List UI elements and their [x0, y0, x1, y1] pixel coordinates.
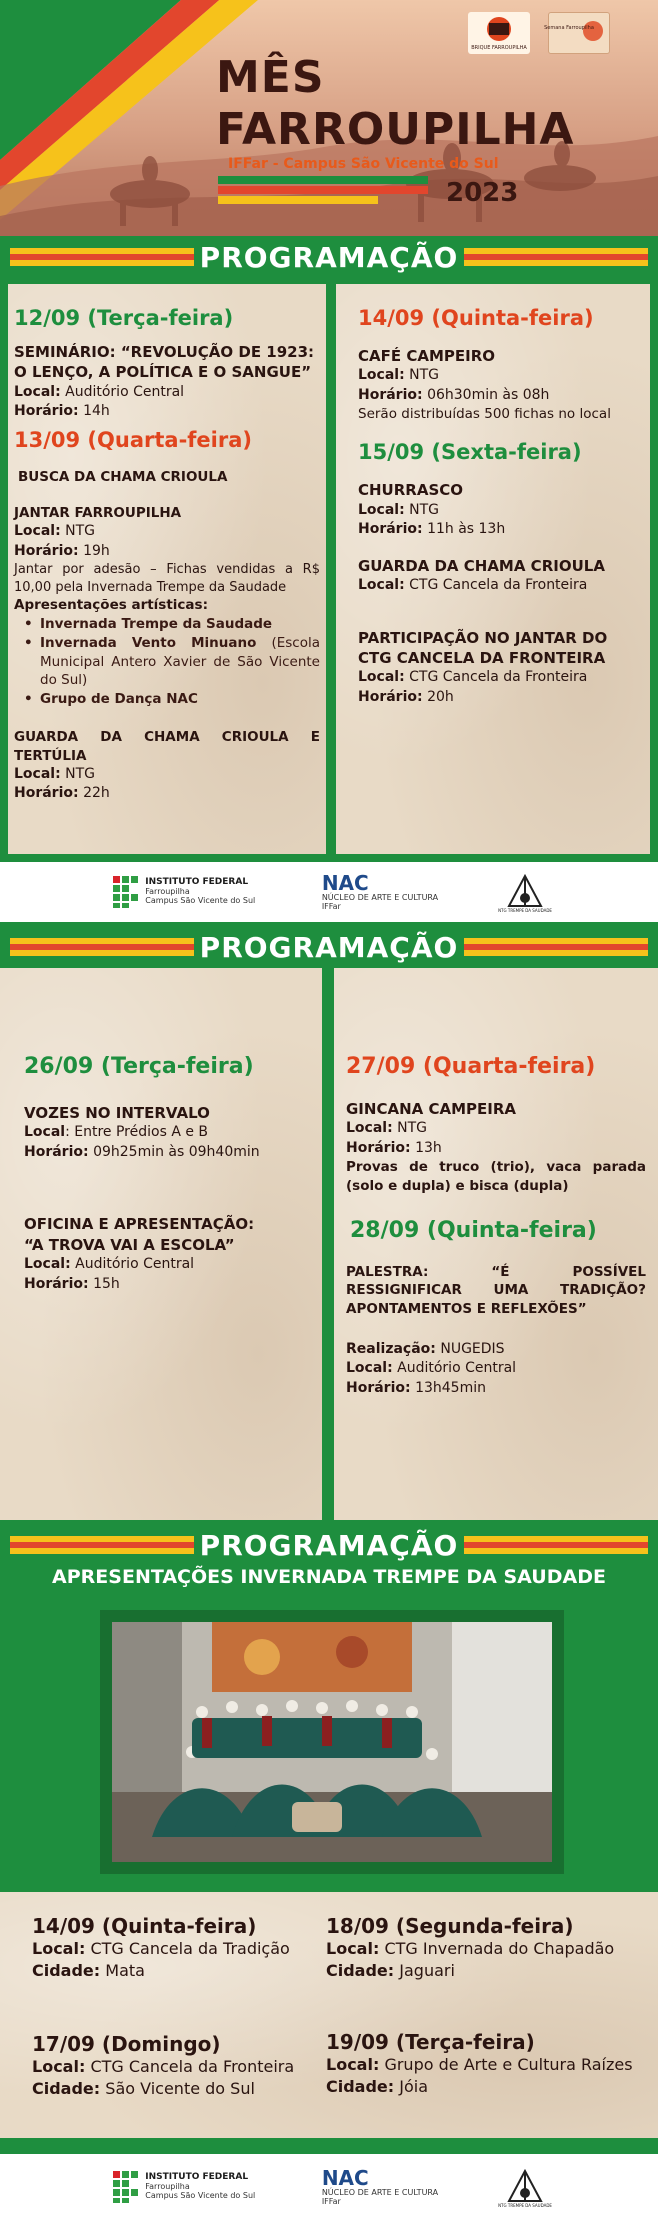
cidade-value: Jóia — [399, 2077, 429, 2097]
horario-label: Horário: — [14, 403, 79, 420]
day-heading: 18/09 (Segunda-feira) — [326, 1914, 574, 1938]
event-title: GUARDA DA CHAMA CRIOULA E TERTÚLIA — [14, 729, 320, 764]
divider-strip — [0, 2138, 658, 2154]
brique-farroupilha-logo — [468, 12, 530, 54]
local-value: : Entre Prédios A e B — [65, 1124, 209, 1141]
ntg-trempe-logo — [497, 2167, 552, 2208]
horario-label: Horário: — [346, 1139, 411, 1156]
flag-stripe-right — [464, 248, 648, 266]
local-label: Local: — [326, 2055, 380, 2074]
presentation-item: • Invernada Vento Minuano (Escola Municipal Antero Xavier de São Vicente do Sul) — [14, 634, 320, 690]
event-title: PALESTRA: “É POSSÍVEL RESSIGNIFICAR UMA TRADIÇÃO? APONTAMENTOS E REFLEXÕES” — [346, 1264, 646, 1317]
realizacao-value: NUGEDIS — [440, 1340, 505, 1357]
local-value: NTG — [409, 501, 440, 518]
horario-value: 13h — [415, 1139, 442, 1156]
performance-item — [32, 1914, 322, 1983]
event-note: Serão distribuídas 500 fichas no local — [358, 406, 611, 423]
local-value: NTG — [397, 1120, 428, 1137]
horario-value: 19h — [83, 542, 110, 559]
section1-left-column — [8, 284, 326, 854]
horario-value: 09h25min às 09h40min — [93, 1143, 260, 1160]
day-heading: 15/09 (Sexta-feira) — [358, 440, 582, 465]
local-label: Local: — [358, 367, 405, 384]
event-title: VOZES NO INTERVALO — [24, 1104, 210, 1122]
page-title-line2: FARROUPILHA — [216, 104, 575, 155]
semana-farroupilha-logo — [544, 12, 610, 54]
footer-logos-2 — [0, 2154, 658, 2220]
event-title: GINCANA CAMPEIRA — [346, 1100, 516, 1118]
performance-item — [326, 1914, 646, 1983]
section1-panel — [0, 278, 658, 862]
cidade-label: Cidade: — [326, 1961, 395, 1981]
local-value: NTG — [65, 765, 96, 782]
local-label: Local: — [14, 383, 61, 400]
event-title: GUARDA DA CHAMA CRIOULA — [358, 556, 605, 575]
cidade-label: Cidade: — [32, 1961, 101, 1981]
local-label: Local: — [32, 2057, 86, 2076]
day-heading: 14/09 (Quinta-feira) — [32, 1914, 257, 1938]
section3-subtitle: APRESENTAÇÕES INVERNADA TREMPE DA SAUDADE — [52, 1566, 606, 1588]
programacao-title: PROGRAMAÇÃO — [199, 240, 459, 274]
local-label: Local: — [346, 1360, 393, 1377]
svg-text:BRIQUE FARROUPILHA: BRIQUE FARROUPILHA — [471, 45, 527, 51]
apresentacoes-label: Apresentações artísticas: — [14, 597, 208, 614]
day-heading: 27/09 (Quarta-feira) — [346, 1054, 596, 1079]
section2-left-column — [0, 968, 322, 1520]
local-label: Local — [24, 1124, 66, 1141]
local-value: Grupo de Arte e Cultura Raízes — [384, 2055, 633, 2074]
if-grid-icon — [113, 876, 139, 908]
event-title: OFICINA E APRESENTAÇÃO: — [24, 1215, 255, 1234]
horario-label: Horário: — [14, 785, 79, 802]
cidade-label: Cidade: — [32, 2079, 101, 2099]
trempe-icon — [497, 2167, 552, 2208]
local-value: CTG Cancela da Fronteira — [409, 669, 588, 686]
flag-stripe-right — [464, 1536, 648, 1554]
cidade-value: Mata — [105, 1961, 145, 1981]
local-value: CTG Cancela da Fronteira — [90, 2057, 295, 2076]
year-label: 2023 — [446, 178, 519, 208]
event-note: Jantar por adesão – Fichas vendidas a R$ 10,00 pela Invernada Trempe da Saudade — [14, 562, 320, 595]
performance-item — [32, 2032, 322, 2101]
section2-right-column — [334, 968, 658, 1520]
page-title-line1: MÊS — [216, 52, 325, 103]
footer-logos-1 — [0, 862, 658, 922]
programacao-title: PROGRAMAÇÃO — [199, 1528, 459, 1562]
section3-dates-panel — [0, 1892, 658, 2138]
day-heading: 19/09 (Terça-feira) — [326, 2030, 535, 2054]
local-label: Local: — [358, 501, 405, 518]
campus-subtitle: IFFar - Campus São Vicente do Sul — [228, 156, 499, 172]
local-value: CTG Cancela da Tradição — [90, 1939, 290, 1958]
local-label: Local: — [346, 1120, 393, 1137]
local-value: Auditório Central — [65, 383, 185, 400]
programacao-banner-1 — [0, 236, 658, 278]
header-banner — [0, 0, 658, 236]
local-label: Local: — [358, 577, 405, 594]
presentation-item: • Grupo de Dança NAC — [14, 690, 320, 709]
horario-label: Horário: — [14, 542, 79, 559]
flag-stripe-right — [464, 938, 648, 956]
cidade-label: Cidade: — [326, 2077, 395, 2097]
event-title: CHURRASCO — [358, 481, 464, 500]
day-heading: 12/09 (Terça-feira) — [14, 306, 234, 330]
event-title: SEMINÁRIO: “REVOLUÇÃO DE 1923: — [14, 343, 315, 361]
flag-stripe-left — [10, 1536, 194, 1554]
horario-label: Horário: — [24, 1275, 89, 1292]
horario-value: 22h — [83, 785, 110, 802]
horario-label: Horário: — [358, 688, 423, 705]
event-title: BUSCA DA CHAMA CRIOULA — [18, 468, 228, 485]
presentation-item: • Invernada Trempe da Saudade — [14, 615, 320, 634]
local-value: NTG — [409, 367, 440, 384]
local-label: Local: — [14, 765, 61, 782]
group-photo — [112, 1622, 552, 1862]
horario-value: 06h30min às 08h — [427, 386, 550, 403]
local-value: CTG Invernada do Chapadão — [384, 1939, 615, 1958]
local-value: CTG Cancela da Fronteira — [409, 577, 588, 594]
local-value: NTG — [65, 523, 96, 540]
horario-value: 14h — [83, 403, 110, 420]
horario-value: 11h às 13h — [427, 521, 506, 538]
day-heading: 28/09 (Quinta-feira) — [350, 1218, 597, 1244]
svg-text:Semana Farroupilha: Semana Farroupilha — [544, 25, 594, 31]
programacao-banner-2 — [0, 926, 658, 968]
if-grid-icon — [113, 2171, 139, 2203]
mini-flag-green — [218, 176, 428, 184]
nac-logo: NAC NÚCLEO DE ARTE E CULTURA IFFar — [321, 871, 439, 911]
mini-flag-yellow — [218, 196, 378, 204]
day-heading: 14/09 (Quinta-feira) — [358, 306, 594, 330]
horario-label: Horário: — [24, 1143, 89, 1160]
local-label: Local: — [326, 1939, 380, 1958]
instituto-federal-logo: INSTITUTO FEDERAL Farroupilha Campus São Vicente do Sul — [113, 876, 255, 908]
flag-stripe-left — [10, 938, 194, 956]
performance-item — [326, 2030, 646, 2099]
event-title: O LENÇO, A POLÍTICA E O SANGUE” — [14, 363, 312, 382]
event-title: CAFÉ CAMPEIRO — [358, 347, 495, 365]
event-title: CTG CANCELA DA FRONTEIRA — [358, 648, 606, 667]
local-label: Local: — [24, 1255, 71, 1272]
local-value: Auditório Central — [397, 1360, 517, 1377]
cidade-value: São Vicente do Sul — [105, 2079, 255, 2099]
day-heading: 17/09 (Domingo) — [32, 2032, 221, 2056]
horario-label: Horário: — [358, 521, 423, 538]
local-label: Local: — [358, 669, 405, 686]
programacao-title: PROGRAMAÇÃO — [199, 930, 459, 964]
horario-value: 20h — [427, 688, 454, 705]
programacao-banner-3 — [0, 1524, 658, 1566]
section1-right-column — [336, 284, 650, 854]
trempe-icon — [497, 872, 552, 913]
day-heading: 13/09 (Quarta-feira) — [14, 427, 252, 452]
nac-logo: NAC NÚCLEO DE ARTE E CULTURA IFFar — [321, 2166, 439, 2206]
svg-text:NTG TREMPE DA SAUDADE: NTG TREMPE DA SAUDADE — [497, 908, 552, 913]
local-value: Auditório Central — [75, 1255, 195, 1272]
mini-flag-red — [218, 186, 428, 194]
cidade-value: Jaguari — [399, 1961, 455, 1981]
horario-value: 13h45min — [415, 1380, 486, 1397]
realizacao-label: Realização: — [346, 1340, 436, 1357]
svg-text:NTG TREMPE DA SAUDADE: NTG TREMPE DA SAUDADE — [497, 2203, 552, 2208]
day-heading: 26/09 (Terça-feira) — [24, 1054, 254, 1079]
section2-panel — [0, 968, 658, 1520]
horario-label: Horário: — [358, 386, 423, 403]
horario-value: 15h — [93, 1275, 120, 1292]
instituto-federal-logo: INSTITUTO FEDERAL Farroupilha Campus São Vicente do Sul — [113, 2171, 255, 2203]
ntg-trempe-logo — [497, 872, 552, 913]
local-label: Local: — [14, 523, 61, 540]
flag-stripe-left — [10, 248, 194, 266]
horario-label: Horário: — [346, 1380, 411, 1397]
event-note: Provas de truco (trio), vaca parada (solo e dupla) e bisca (dupla) — [346, 1159, 646, 1195]
event-title: “A TROVA VAI A ESCOLA” — [24, 1235, 235, 1254]
local-label: Local: — [32, 1939, 86, 1958]
event-title: PARTICIPAÇÃO NO JANTAR DO — [358, 628, 608, 647]
event-title: JANTAR FARROUPILHA — [14, 504, 182, 521]
group-photo-frame — [100, 1610, 564, 1874]
